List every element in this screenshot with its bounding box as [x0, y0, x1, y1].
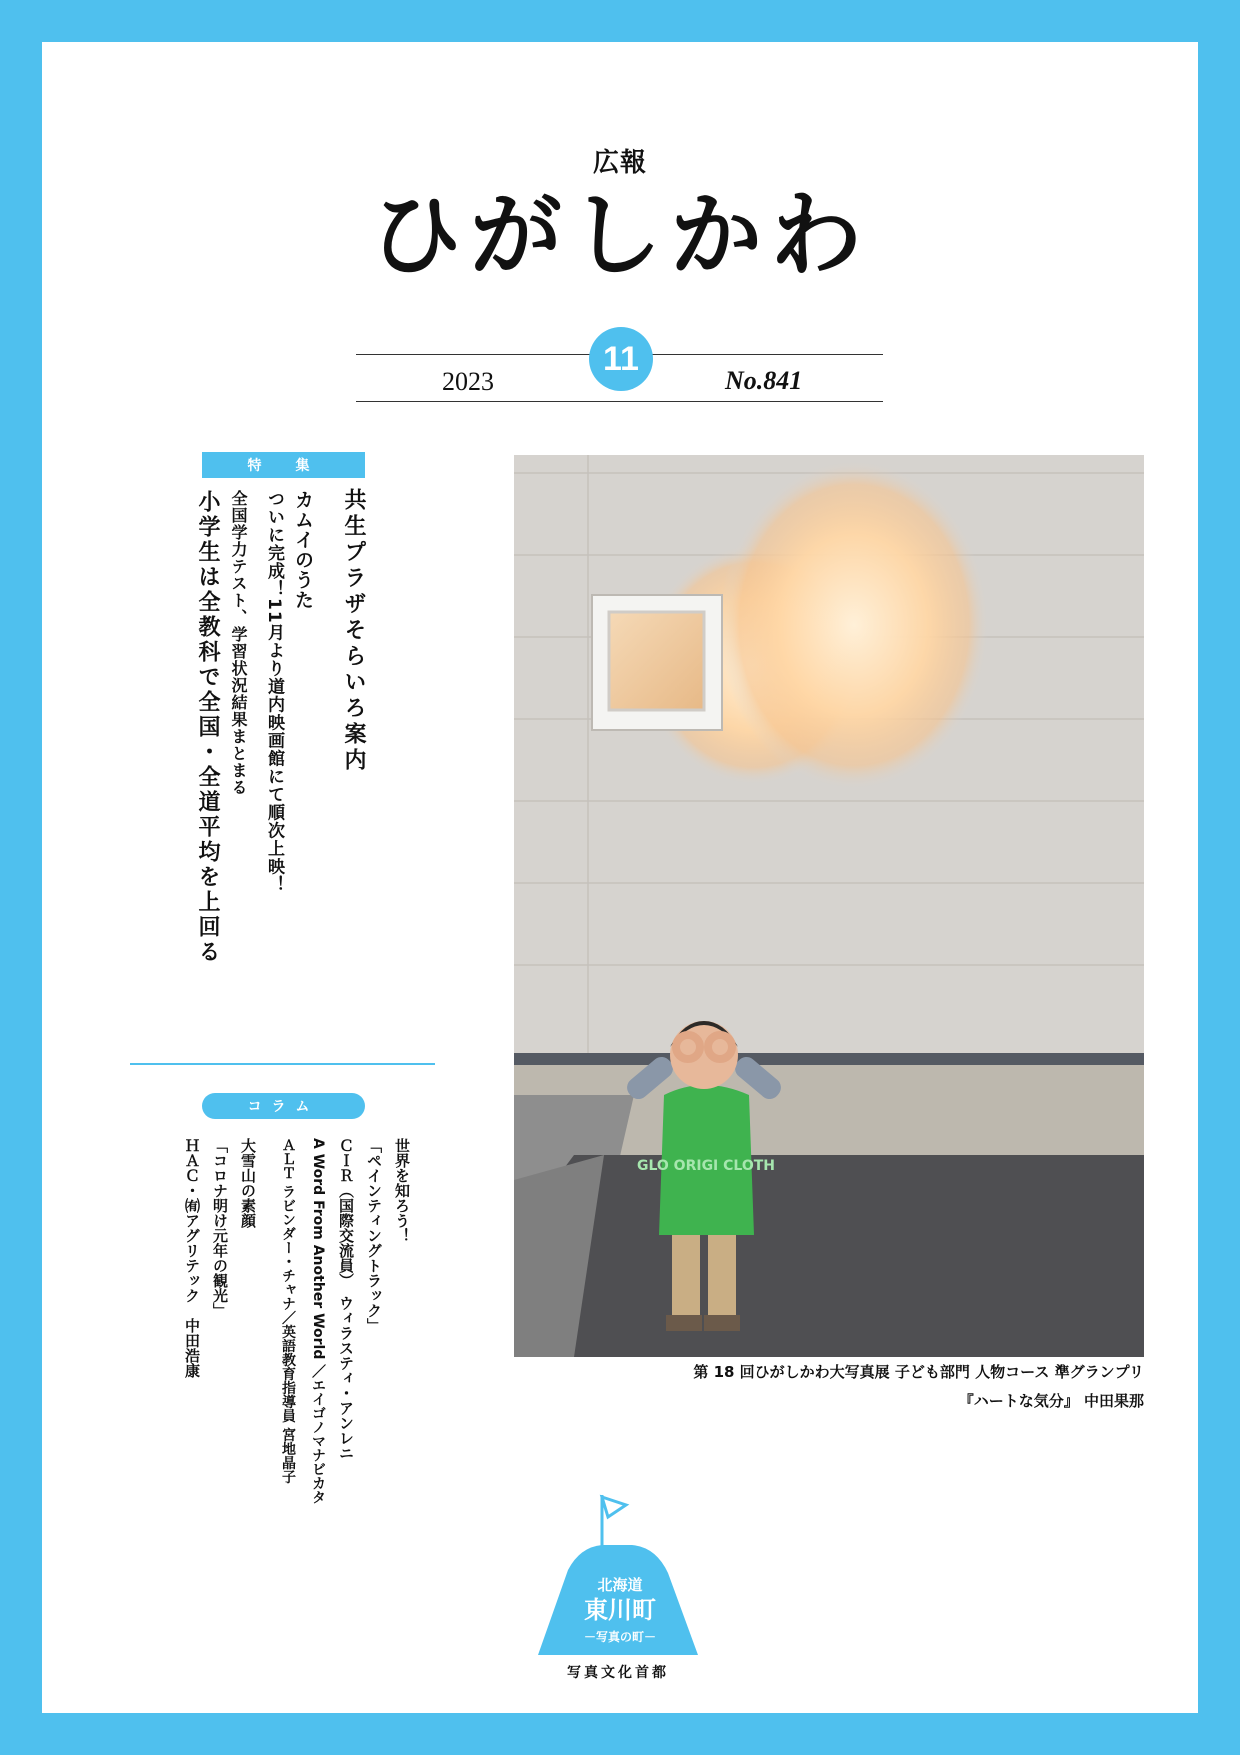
feature-headline-2: カムイのうた — [292, 490, 314, 610]
logo-tagline: 写真文化首都 — [567, 1665, 669, 1681]
issue-number: No.841 — [725, 366, 803, 395]
feature-headline-3: ついに完成！11月より道内映画館にて順次上映！ — [264, 490, 284, 894]
feature-headline-5: 小学生は全教科で全国・全道平均を上回る — [195, 490, 220, 965]
column-item-2: 「ペインティングトラック」 — [365, 1138, 383, 1333]
logo-line3: －写真の町－ — [583, 1630, 657, 1644]
column-item-8: ＨＡＣ・㈲アグリテック 中田浩康 — [183, 1138, 201, 1378]
cover-photo — [514, 455, 1144, 1357]
column-item-4: A Word From Another World ／エイゴノマナビカタ — [310, 1138, 326, 1505]
photo-caption-line1: 第 18 回ひがしかわ大写真展 子ども部門 人物コース 準グランプリ — [693, 1363, 1144, 1381]
masthead-title: ひがしかわ — [369, 182, 870, 289]
column-item-5: ＡＬＴ ラビンダー・チャナ／英語教育指導員 宮地晶子 — [280, 1138, 296, 1484]
column-item-6: 大雪山の素顔 — [239, 1138, 257, 1228]
feature-label: 特 集 — [202, 452, 365, 478]
feature-headline-4: 全国学力テスト、学習状況結果まとまる — [229, 490, 248, 796]
town-logo — [528, 1485, 708, 1685]
column-item-3: ＣＩＲ（国際交流員） ウィラスティ・アンレニ — [337, 1138, 355, 1461]
column-item-7: 「コロナ明け元年の観光」 — [211, 1138, 229, 1318]
cover-page — [42, 42, 1198, 1713]
feature-headline-1: 共生プラザそらいろ案内 — [341, 488, 366, 774]
issue-year: 2023 — [442, 367, 494, 396]
masthead-kicker: 広報 — [592, 148, 647, 178]
shirt-print: GLO ORIGI CLOTH — [636, 1158, 776, 1174]
column-item-1: 世界を知ろう！ — [393, 1138, 411, 1243]
section-divider — [130, 1063, 435, 1065]
column-label: コラム — [202, 1093, 365, 1119]
masthead-rule-bottom — [356, 401, 883, 402]
photo-caption-line2: 『ハートな気分』 中田果那 — [958, 1392, 1144, 1410]
issue-month-badge: 11 — [589, 327, 653, 391]
logo-line2: 東川町 — [584, 1596, 656, 1624]
logo-line1: 北海道 — [597, 1576, 643, 1594]
